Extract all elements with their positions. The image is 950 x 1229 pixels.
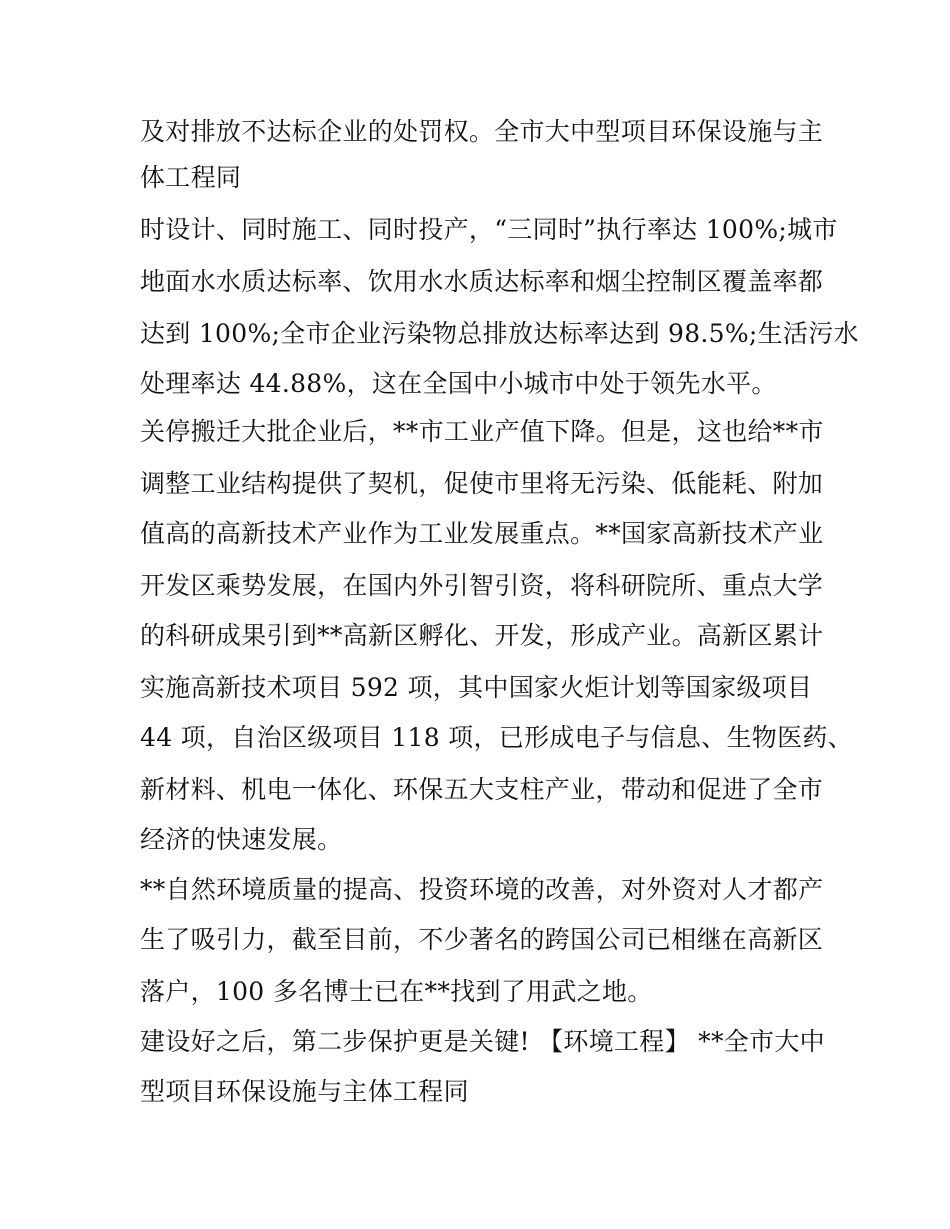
text-line: 型项目环保设施与主体工程同: [140, 1077, 469, 1106]
text-line: 实施高新技术项目 592 项，其中国家火炬计划等国家级项目: [140, 673, 813, 702]
text-line: 的科研成果引到**高新区孵化、开发，形成产业。高新区累计: [140, 621, 824, 650]
text-line: 达到 100%;全市企业污染物总排放达标率达到 98.5%;生活污水: [140, 319, 859, 348]
text-line: 开发区乘势发展，在国内外引智引资，将科研院所、重点大学: [140, 571, 824, 600]
text-line: 新材料、机电一体化、环保五大支柱产业，带动和促进了全市: [140, 775, 824, 804]
text-line: 值高的高新技术产业作为工业发展重点。**国家高新技术产业: [140, 519, 824, 548]
text-line: 落户，100 多名博士已在**找到了用武之地。: [140, 977, 653, 1006]
text-line: 时设计、同时施工、同时投产，“三同时”执行率达 100%;城市: [140, 215, 838, 244]
text-line: 44 项，自治区级项目 118 项，已形成电子与信息、生物医药、: [140, 723, 853, 752]
text-line: 处理率达 44.88%，这在全国中小城市中处于领先水平。: [140, 369, 777, 398]
text-line: **自然环境质量的提高、投资环境的改善，对外资对人才都产: [140, 875, 824, 904]
text-line: 地面水水质达标率、饮用水水质达标率和烟尘控制区覆盖率都: [140, 267, 824, 296]
text-line: 关停搬迁大批企业后，**市工业产值下降。但是，这也给**市: [140, 417, 824, 446]
text-line: 体工程同: [140, 163, 242, 192]
text-line: 及对排放不达标企业的处罚权。全市大中型项目环保设施与主: [140, 117, 824, 146]
text-line: 建设好之后，第二步保护更是关键! 【环境工程】 **全市大中: [140, 1027, 825, 1056]
text-line: 生了吸引力，截至目前，不少著名的跨国公司已相继在高新区: [140, 925, 824, 954]
text-line: 经济的快速发展。: [140, 825, 343, 854]
text-line: 调整工业结构提供了契机，促使市里将无污染、低能耗、附加: [140, 469, 824, 498]
